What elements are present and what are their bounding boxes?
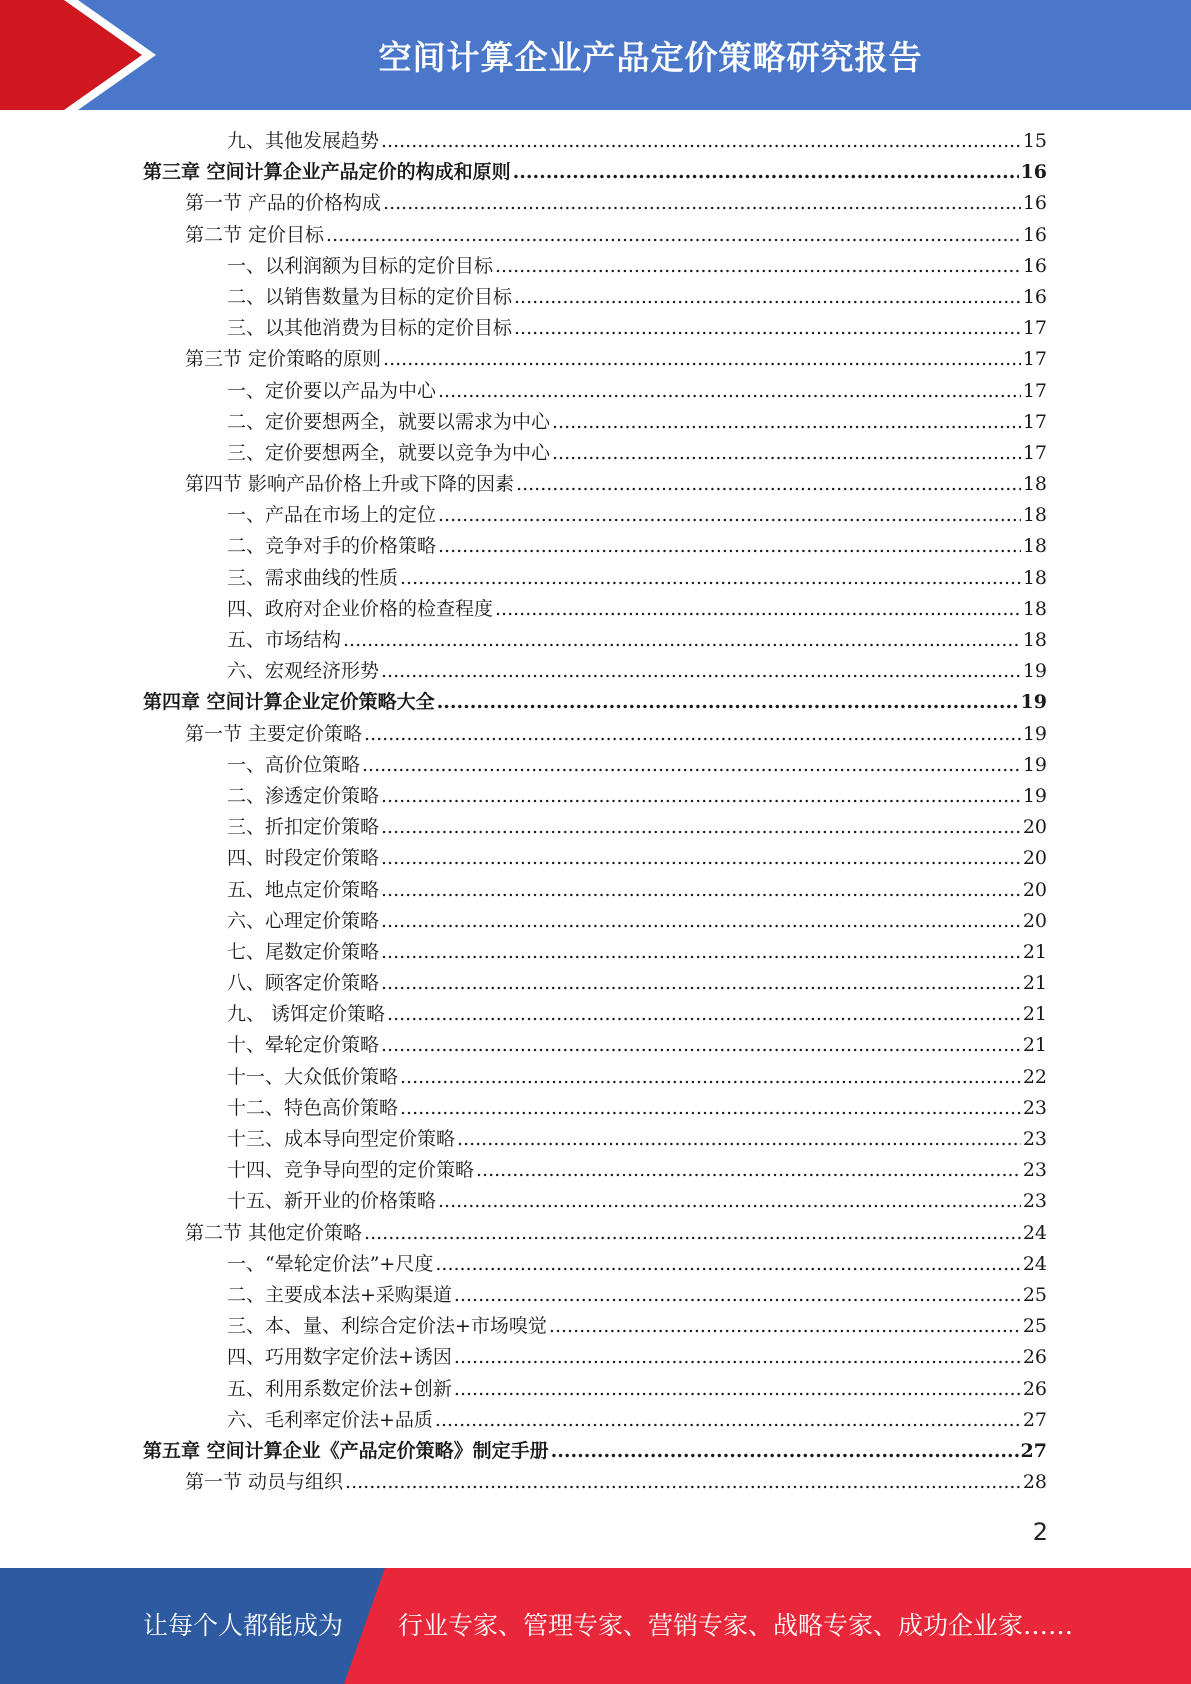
toc-dot-leader [438,1186,1021,1217]
toc-entry-title: 六、宏观经济形势 [227,660,380,683]
toc-dot-leader [383,344,1021,375]
toc-dot-leader [381,875,1021,906]
toc-dot-leader [364,719,1021,750]
toc-entry-page: 18 [1022,566,1047,589]
toc-entry-page: 18 [1022,473,1047,496]
toc-dot-leader [345,1467,1021,1498]
toc-dot-leader [362,750,1021,781]
toc-subsection-entry[interactable] [143,531,1047,562]
toc-entry-title: 十二、特色高价策略 [227,1096,399,1119]
toc-entry-page: 21 [1022,972,1047,995]
toc-entry-title: 一、“晕轮定价法”+尺度 [227,1252,434,1275]
toc-entry-page: 16 [1022,192,1047,215]
toc-dot-leader [381,937,1021,968]
toc-dot-leader [381,843,1021,874]
toc-entry-page: 20 [1022,847,1047,870]
toc-entry-title: 三、定价要想两全，就要以竞争为中心 [227,441,551,464]
toc-subsection-entry[interactable] [143,656,1047,687]
footer-slogan-right: 行业专家、管理专家、营销专家、战略专家、成功企业家…… [398,1611,1074,1640]
toc-section-entry[interactable] [143,220,1047,251]
toc-entry-title: 第二节 其他定价策略 [185,1221,363,1244]
toc-subsection-entry[interactable] [143,563,1047,594]
page-footer [0,1568,1191,1684]
toc-entry-page: 24 [1022,1252,1047,1275]
toc-entry-title: 第五章 空间计算企业《产品定价策略》制定手册 [143,1439,549,1462]
toc-subsection-entry[interactable] [143,812,1047,843]
toc-dot-leader [476,1155,1021,1186]
toc-entry-title: 五、利用系数定价法+创新 [227,1377,452,1400]
toc-entry-title: 三、以其他消费为目标的定价目标 [227,317,513,340]
toc-dot-leader [381,126,1021,157]
toc-dot-leader [438,531,1021,562]
toc-subsection-entry[interactable] [143,126,1047,157]
toc-subsection-entry[interactable] [143,1405,1047,1436]
toc-entry-title: 一、以利润额为目标的定价目标 [227,254,494,277]
table-of-contents [143,126,1047,1498]
toc-dot-leader [457,1124,1021,1155]
toc-entry-title: 五、地点定价策略 [227,878,380,901]
toc-dot-leader [495,594,1021,625]
toc-entry-title: 第一节 主要定价策略 [185,722,363,745]
toc-entry-title: 四、时段定价策略 [227,847,380,870]
toc-entry-title: 第一节 动员与组织 [185,1471,344,1494]
toc-entry-title: 二、渗透定价策略 [227,784,380,807]
toc-entry-page: 23 [1022,1096,1047,1119]
toc-dot-leader [435,1405,1021,1436]
toc-entry-title: 五、市场结构 [227,629,342,651]
toc-entry-page: 17 [1022,317,1047,340]
toc-dot-leader [438,376,1021,407]
toc-entry-title: 三、需求曲线的性质 [227,566,399,589]
toc-entry-page: 19 [1022,722,1047,745]
toc-chapter-entry[interactable] [143,1436,1047,1467]
toc-section-entry[interactable] [143,1467,1047,1498]
toc-entry-title: 二、主要成本法+采购渠道 [227,1283,452,1306]
toc-dot-leader [387,999,1021,1030]
toc-subsection-entry[interactable] [143,407,1047,438]
toc-dot-leader [514,313,1021,344]
toc-entry-page: 17 [1022,379,1047,402]
toc-entry-page: 24 [1022,1221,1047,1244]
toc-entry-title: 十五、新开业的价格策略 [227,1190,437,1213]
header-red-arrow [0,0,142,110]
toc-entry-page: 19 [1020,691,1047,714]
toc-subsection-entry[interactable] [143,937,1047,968]
toc-chapter-entry[interactable] [143,687,1047,718]
toc-entry-page: 18 [1022,504,1047,527]
toc-subsection-entry[interactable] [143,968,1047,999]
toc-entry-page: 19 [1022,660,1047,683]
toc-section-entry[interactable] [143,719,1047,750]
toc-dot-leader [435,1249,1020,1280]
toc-entry-title: 四、巧用数字定价法+诱因 [227,1346,452,1369]
toc-entry-page: 16 [1020,161,1047,184]
toc-subsection-entry[interactable] [143,1311,1047,1342]
toc-entry-page: 23 [1022,1128,1047,1150]
toc-subsection-entry[interactable] [143,438,1047,469]
toc-entry-title: 十、晕轮定价策略 [227,1034,380,1057]
header-arrow-decoration [0,0,200,110]
toc-entry-title: 第四章 空间计算企业定价策略大全 [143,691,435,714]
toc-entry-title: 六、毛利率定价法+品质 [227,1408,433,1431]
toc-entry-page: 21 [1022,1003,1047,1026]
toc-subsection-entry[interactable] [143,1093,1047,1124]
toc-entry-page: 22 [1022,1065,1047,1088]
toc-subsection-entry[interactable] [143,1280,1047,1311]
toc-entry-page: 25 [1022,1315,1047,1338]
toc-entry-page: 19 [1022,784,1047,807]
toc-subsection-entry[interactable] [143,1342,1047,1373]
toc-dot-leader [381,781,1021,812]
toc-subsection-entry[interactable] [143,625,1047,656]
toc-entry-title: 八、顾客定价策略 [227,972,380,995]
toc-entry-title: 第一节 产品的价格构成 [185,192,382,215]
toc-entry-title: 二、竞争对手的价格策略 [227,535,437,558]
toc-dot-leader [326,220,1021,251]
toc-subsection-entry[interactable] [143,781,1047,812]
toc-subsection-entry[interactable] [143,282,1047,313]
toc-entry-page: 16 [1022,285,1047,308]
toc-entry-title: 三、本、量、利综合定价法+市场嗅觉 [227,1315,547,1338]
toc-entry-page: 20 [1022,909,1047,932]
toc-entry-page: 26 [1022,1346,1047,1369]
toc-dot-leader [552,407,1021,438]
toc-subsection-entry[interactable] [143,500,1047,531]
toc-entry-title: 一、高价位策略 [227,753,361,776]
toc-entry-title: 四、政府对企业价格的检查程度 [227,597,494,620]
toc-dot-leader [383,188,1021,219]
toc-entry-page: 20 [1022,878,1047,901]
toc-entry-page: 23 [1022,1190,1047,1213]
page-header [0,0,1191,110]
toc-entry-page: 27 [1020,1439,1047,1462]
toc-dot-leader [551,1436,1019,1467]
toc-dot-leader [549,1311,1021,1342]
toc-entry-page: 17 [1022,348,1047,371]
toc-entry-title: 七、尾数定价策略 [227,940,380,963]
toc-entry-page: 20 [1022,816,1047,839]
toc-subsection-entry[interactable] [143,906,1047,937]
toc-entry-page: 23 [1022,1159,1047,1182]
toc-subsection-entry[interactable] [143,750,1047,781]
toc-entry-page: 27 [1022,1408,1047,1431]
toc-subsection-entry[interactable] [143,875,1047,906]
toc-entry-page: 18 [1022,629,1047,651]
toc-entry-title: 九、其他发展趋势 [227,130,380,152]
toc-subsection-entry[interactable] [143,843,1047,874]
toc-dot-leader [400,563,1021,594]
toc-dot-leader [495,251,1021,282]
toc-entry-page: 16 [1022,223,1047,246]
toc-dot-leader [381,1030,1021,1061]
toc-entry-title: 第二节 定价目标 [185,223,325,246]
toc-dot-leader [454,1374,1021,1405]
toc-section-entry[interactable] [143,344,1047,375]
toc-subsection-entry[interactable] [143,1374,1047,1405]
toc-entry-title: 第三节 定价策略的原则 [185,348,382,371]
toc-subsection-entry[interactable] [143,999,1047,1030]
toc-entry-title: 一、产品在市场上的定位 [227,504,437,527]
toc-subsection-entry[interactable] [143,251,1047,282]
toc-entry-page: 21 [1022,1034,1047,1057]
toc-entry-title: 第四节 影响产品价格上升或下降的因素 [185,473,515,496]
toc-subsection-entry[interactable] [143,1186,1047,1217]
toc-dot-leader [454,1280,1021,1311]
toc-dot-leader [516,469,1021,500]
toc-entry-page: 19 [1022,753,1047,776]
toc-dot-leader [514,282,1021,313]
toc-subsection-entry[interactable] [143,313,1047,344]
toc-entry-page: 18 [1022,535,1047,558]
toc-dot-leader [381,968,1021,999]
toc-dot-leader [400,1093,1021,1124]
toc-entry-page: 28 [1022,1471,1047,1494]
toc-entry-title: 十四、竞争导向型的定价策略 [227,1159,475,1182]
toc-entry-title: 十三、成本导向型定价策略 [227,1128,456,1150]
toc-entry-page: 17 [1022,441,1047,464]
report-title: 空间计算企业产品定价策略研究报告 [378,37,923,77]
toc-entry-page: 26 [1022,1377,1047,1400]
page-number: 2 [1032,1518,1048,1546]
toc-subsection-entry[interactable] [143,1062,1047,1093]
toc-dot-leader [454,1342,1021,1373]
toc-dot-leader [552,438,1021,469]
toc-entry-title: 二、以销售数量为目标的定价目标 [227,285,513,308]
toc-entry-title: 九、 诱饵定价策略 [227,1003,386,1026]
toc-subsection-entry[interactable] [143,1030,1047,1061]
toc-dot-leader [437,687,1019,718]
toc-subsection-entry[interactable] [143,1124,1047,1155]
toc-entry-page: 18 [1022,597,1047,620]
toc-entry-title: 六、心理定价策略 [227,909,380,932]
toc-dot-leader [381,656,1021,687]
toc-entry-page: 15 [1022,130,1047,152]
toc-entry-page: 16 [1022,254,1047,277]
toc-entry-title: 一、定价要以产品为中心 [227,379,437,402]
footer-slogan-left: 让每个人都能成为 [143,1611,344,1640]
toc-subsection-entry[interactable] [143,376,1047,407]
toc-entry-title: 二、定价要想两全，就要以需求为中心 [227,410,551,433]
toc-dot-leader [381,812,1021,843]
toc-subsection-entry[interactable] [143,594,1047,625]
toc-dot-leader [400,1062,1021,1093]
toc-dot-leader [513,157,1019,188]
toc-dot-leader [381,906,1021,937]
toc-entry-page: 17 [1022,410,1047,433]
toc-section-entry[interactable] [143,1218,1047,1249]
toc-entry-title: 三、折扣定价策略 [227,816,380,839]
toc-subsection-entry[interactable] [143,1249,1047,1280]
toc-dot-leader [364,1218,1021,1249]
toc-entry-page: 21 [1022,940,1047,963]
toc-dot-leader [438,500,1021,531]
toc-section-entry[interactable] [143,469,1047,500]
toc-subsection-entry[interactable] [143,1155,1047,1186]
toc-entry-title: 第三章 空间计算企业产品定价的构成和原则 [143,161,511,184]
toc-entry-page: 25 [1022,1283,1047,1306]
toc-chapter-entry[interactable] [143,157,1047,188]
toc-dot-leader [343,625,1021,656]
toc-entry-title: 十一、大众低价策略 [227,1065,399,1088]
toc-section-entry[interactable] [143,188,1047,219]
